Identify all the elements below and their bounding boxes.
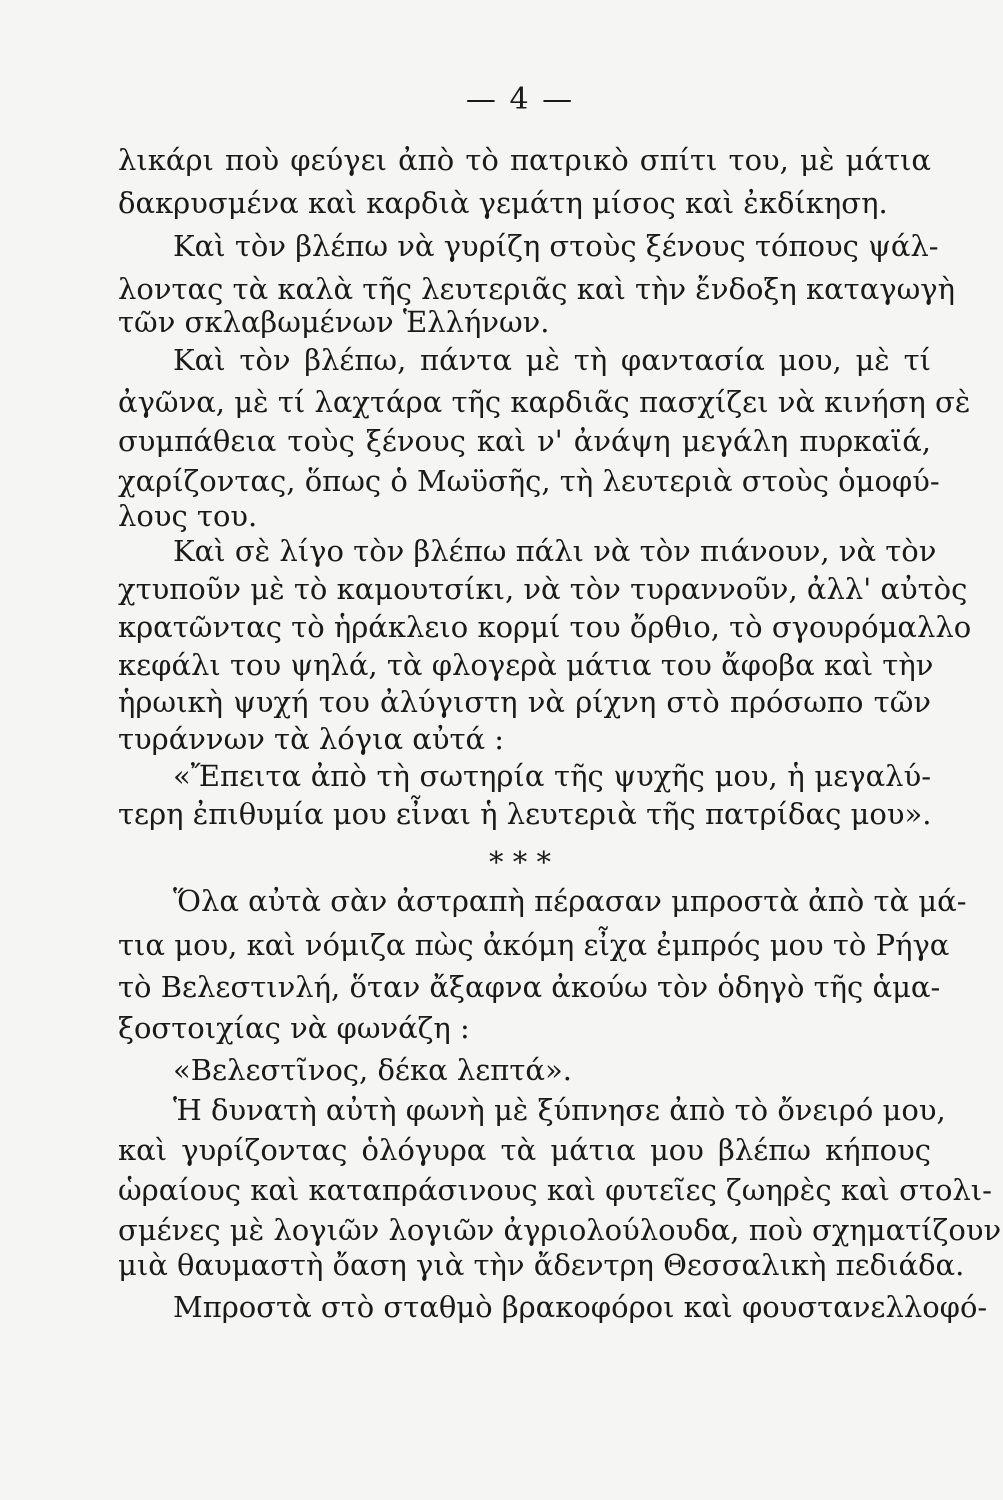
text-line: χτυποῦν μὲ τὸ καμουτσίκι, νὰ τὸν τυραννοῦν, ἀλλ' αὐτὸς: [118, 572, 968, 606]
text-line: κεφάλι του ψηλά, τὰ φλογερὰ μάτια του ἄφοβα καὶ τὴν: [118, 648, 934, 682]
text-line: κρατῶντας τὸ ἡράκλειο κορμί του ὄρθιο, τὸ σγουρόμαλλο: [118, 610, 972, 644]
text-line: Καὶ σὲ λίγο τὸν βλέπω πάλι νὰ τὸν πιάνουν, νὰ τὸν: [173, 534, 937, 568]
text-line: λικάρι ποὺ φεύγει ἀπὸ τὸ πατρικὸ σπίτι του, μὲ μάτια: [118, 143, 931, 177]
text-line: ξοστοιχίας νὰ φωνάζη :: [118, 1011, 470, 1045]
section-separator: * * *: [489, 845, 551, 879]
text-line: τερη ἐπιθυμία μου εἶναι ἡ λευτεριὰ τῆς πατρίδας μου».: [118, 797, 932, 831]
text-line: λους του.: [118, 499, 258, 533]
text-line: ἀγῶνα, μὲ τί λαχτάρα τῆς καρδιᾶς πασχίζει νὰ κινήση σὲ: [118, 385, 971, 419]
text-line: σμένες μὲ λογιῶν λογιῶν ἀγριολούλουδα, ποὺ σχηματίζουν: [118, 1213, 1002, 1247]
text-line: τια μου, καὶ νόμιζα πὼς ἀκόμη εἶχα ἐμπρός μου τὸ Ρήγα: [118, 928, 950, 962]
page-number: — 4 —: [465, 82, 575, 117]
text-line: Ὅλα αὐτὰ σὰν ἀστραπὴ πέρασαν μπροστὰ ἀπὸ τὰ μά-: [173, 884, 967, 918]
text-line: λοντας τὰ καλὰ τῆς λευτεριᾶς καὶ τὴν ἔνδοξη καταγωγὴ: [118, 272, 955, 306]
text-line: τυράννων τὰ λόγια αὐτά :: [118, 722, 505, 756]
text-line: Καὶ τὸν βλέπω, πάντα μὲ τὴ φαντασία μου, μὲ τί: [173, 343, 931, 377]
text-line: Μπροστὰ στὸ σταθμὸ βρακοφόροι καὶ φουστανελλοφό-: [173, 1290, 988, 1324]
text-line: συμπάθεια τοὺς ξένους καὶ ν' ἀνάψη μεγάλη πυρκαϊά,: [118, 424, 931, 458]
text-line: μιὰ θαυμαστὴ ὄαση γιὰ τὴν ἄδεντρη Θεσσαλικὴ πεδιάδα.: [118, 1248, 965, 1282]
text-line: τῶν σκλαβωμένων Ἑλλήνων.: [118, 305, 550, 339]
text-line: ὡραίους καὶ καταπράσινους καὶ φυτεῖες ζωηρὲς καὶ στολι-: [118, 1173, 992, 1207]
text-line: καὶ γυρίζοντας ὁλόγυρα τὰ μάτια μου βλέπω κήπους: [118, 1133, 931, 1167]
text-line: τὸ Βελεστινλή, ὅταν ἄξαφνα ἀκούω τὸν ὁδηγὸ τῆς ἁμα-: [118, 970, 941, 1004]
text-line: Ἡ δυνατὴ αὐτὴ φωνὴ μὲ ξύπνησε ἀπὸ τὸ ὄνειρό μου,: [173, 1093, 946, 1127]
text-line: δακρυσμένα καὶ καρδιὰ γεμάτη μίσος καὶ ἐκδίκηση.: [118, 186, 888, 220]
text-line: Καὶ τὸν βλέπω νὰ γυρίζη στοὺς ξένους τόπους ψάλ-: [173, 229, 939, 263]
text-line: ἡρωικὴ ψυχή του ἀλύγιστη νὰ ρίχνη στὸ πρόσωπο τῶν: [118, 685, 931, 719]
text-line: «Βελεστῖνος, δέκα λεπτά».: [173, 1053, 572, 1087]
text-line: «Ἔπειτα ἀπὸ τὴ σωτηρία τῆς ψυχῆς μου, ἡ μεγαλύ-: [173, 759, 931, 793]
text-line: χαρίζοντας, ὅπως ὁ Μωϋσῆς, τὴ λευτεριὰ στοὺς ὁμοφύ-: [118, 464, 940, 498]
